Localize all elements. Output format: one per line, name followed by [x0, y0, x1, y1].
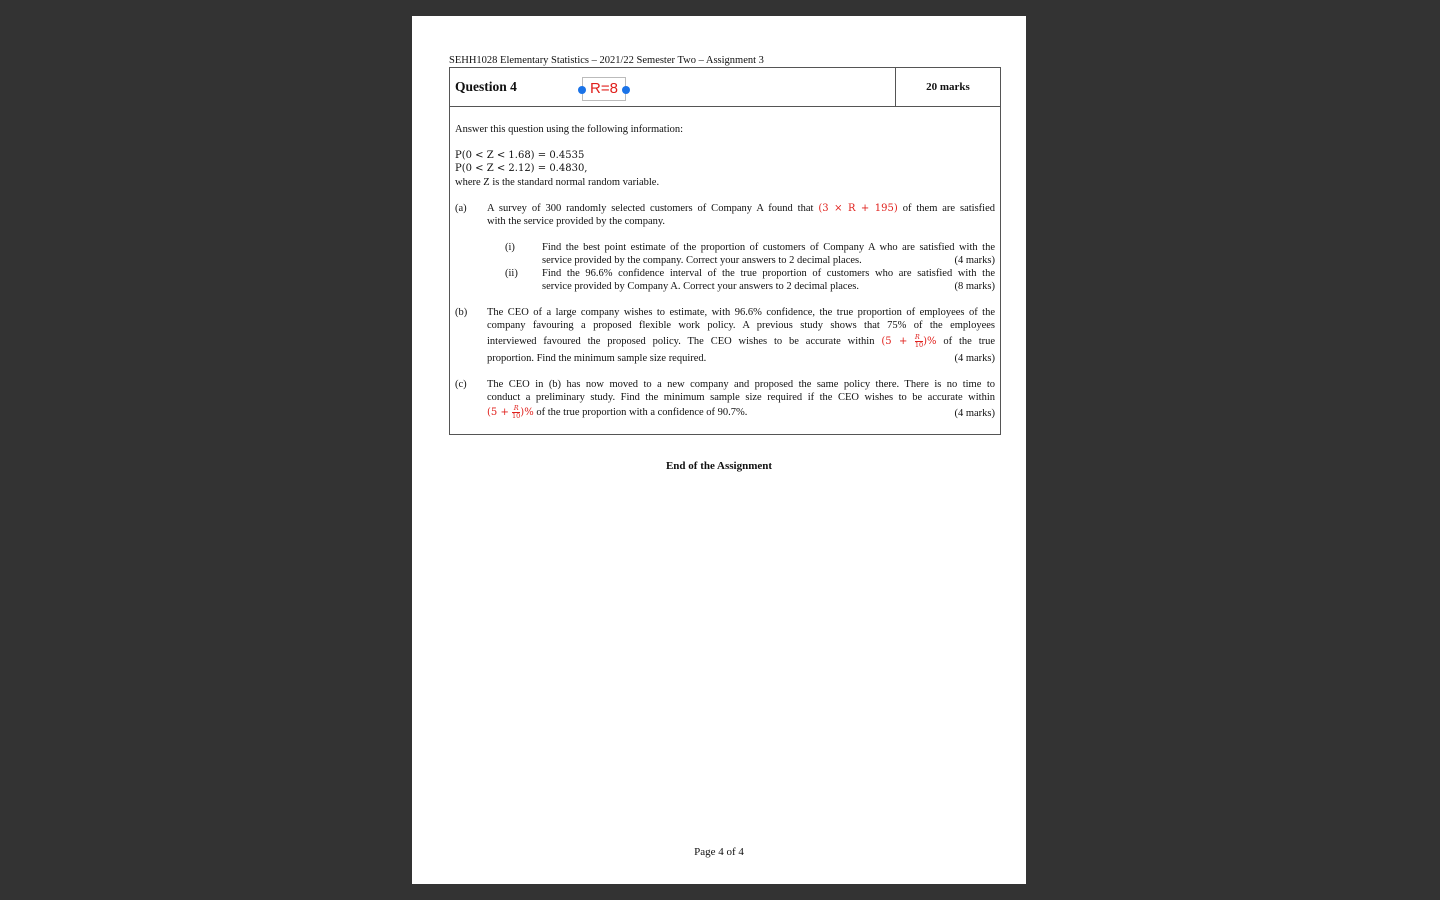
part-a-ii-marks: (8 marks)	[954, 281, 995, 292]
part-b-line-3	[487, 333, 995, 350]
part-a-i-line-1: Find the best point estimate of the proportion of customers of Company A who are satisfied with the	[542, 242, 995, 253]
page-number: Page 4 of 4	[694, 846, 744, 858]
part-a-i-line-2: service provided by the company. Correct your answers to 2 decimal places.	[542, 255, 862, 266]
part-c-line-1: The CEO in (b) has now moved to a new company and proposed the same policy there. There is no time to	[487, 379, 995, 390]
part-a-ii-line-2: service provided by Company A. Correct your answers to 2 decimal places.	[542, 281, 859, 292]
part-b-frac-num: R	[915, 334, 923, 342]
annotation-handle-right-icon[interactable]	[622, 86, 630, 94]
part-a-label: (a)	[455, 203, 467, 214]
total-marks: 20 marks	[926, 81, 970, 93]
part-a-i-label: (i)	[505, 242, 515, 253]
part-a-line-1-start: A survey of 300 randomly selected customers of Company A found that	[487, 203, 814, 214]
part-c-frac-num: R	[513, 404, 519, 412]
info-line-1: P(0 < Z < 1.68) = 0.4535	[455, 150, 585, 161]
part-a-ii-label: (ii)	[505, 268, 518, 279]
part-a-i-marks: (4 marks)	[954, 255, 995, 266]
r-value-text: R=8	[590, 80, 618, 97]
part-b-label: (b)	[455, 307, 468, 318]
part-b-expr-post: )%	[923, 336, 937, 347]
document-page	[412, 16, 1026, 884]
part-c-line-3	[487, 404, 747, 421]
question-header-row	[450, 68, 1000, 107]
part-b-frac-den: 10	[914, 341, 924, 349]
part-c-frac-den: 10	[512, 412, 521, 420]
question-title: Question 4	[455, 79, 517, 94]
part-b-line-1: The CEO of a large company wishes to estimate, with 96.6% confidence, the true proportion of employees of the	[487, 307, 995, 318]
part-a-line-1	[487, 202, 995, 215]
part-a-line-1-end: of them are satisfied	[902, 203, 995, 214]
info-line-2: P(0 < Z < 2.12) = 0.4830,	[455, 163, 588, 174]
where-text: where Z is the standard normal random variable.	[455, 177, 660, 188]
end-of-assignment: End of the Assignment	[665, 460, 773, 472]
part-c-label: (c)	[455, 379, 467, 390]
part-c-expr-pre: (5 +	[487, 407, 509, 418]
part-b-line-2: company favouring a proposed flexible work policy. A previous study shows that 75% of the employees	[487, 320, 995, 331]
part-a-line-2: with the service provided by the company.	[487, 216, 666, 227]
question-box	[449, 67, 1001, 435]
marks-cell	[895, 68, 1000, 106]
part-c-expression	[487, 404, 534, 420]
part-a-ii-line-1: Find the 96.6% confidence interval of the true proportion of customers who are satisfied with the	[542, 268, 995, 279]
annotation-handle-left-icon[interactable]	[578, 86, 586, 94]
part-b-line-3-start: interviewed favoured the proposed policy. The CEO wishes to be accurate within	[487, 336, 875, 347]
part-b-line-3-end: of the true	[943, 336, 996, 347]
part-c-marks: (4 marks)	[954, 408, 995, 419]
part-b-expr-pre: (5 +	[881, 336, 908, 347]
part-b-fraction	[915, 334, 923, 349]
part-b-marks: (4 marks)	[954, 353, 995, 364]
part-a-expression: (3 × R + 195)	[818, 203, 898, 214]
part-c-line-3-end: of the true proportion with a confidence of 90.7%.	[536, 407, 748, 418]
part-b-line-4: proportion. Find the minimum sample size required.	[487, 353, 707, 364]
r-value-annotation[interactable]	[582, 77, 626, 101]
part-c-line-2: conduct a preliminary study. Find the minimum sample size required if the CEO wishes to be accurate within	[487, 392, 995, 403]
part-b-expression	[881, 333, 937, 349]
document-header: SEHH1028 Elementary Statistics – 2021/22 Semester Two – Assignment 3	[449, 54, 1000, 68]
intro-text: Answer this question using the following information:	[455, 124, 684, 135]
part-c-expr-post: )%	[520, 407, 534, 418]
